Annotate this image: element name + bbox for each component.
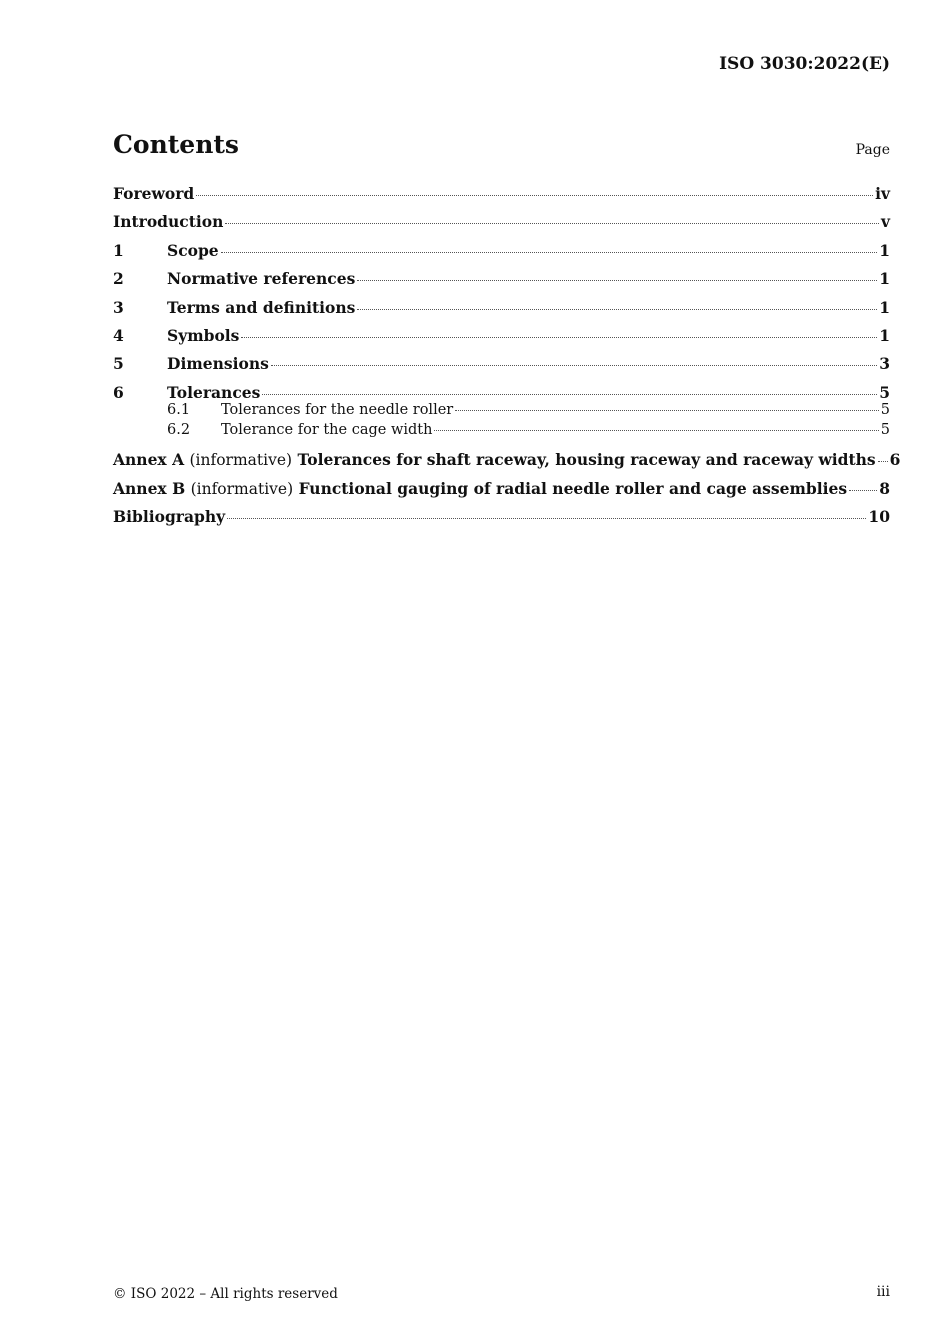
- dot-leader: [196, 195, 873, 196]
- toc-entry-number: 2: [113, 269, 124, 289]
- annex-label: Annex A: [113, 450, 185, 470]
- dot-leader: [357, 309, 877, 310]
- toc-entry-normative-references[interactable]: [113, 269, 890, 297]
- toc-entry-page: 5: [880, 421, 890, 438]
- dot-leader: [849, 490, 877, 491]
- annex-title: Tolerances for shaft raceway, housing raceway and raceway widths: [297, 450, 876, 470]
- toc-entry-annex-b[interactable]: [113, 479, 890, 507]
- page-column-label: Page: [855, 142, 890, 158]
- toc-entry-number: 5: [113, 354, 124, 374]
- toc-entry-title: [113, 450, 876, 469]
- contents-title: Contents: [113, 130, 240, 159]
- toc-entry-title: Introduction: [113, 212, 224, 232]
- document-id: ISO 3030:2022(E): [719, 54, 890, 74]
- toc-entry-page: 6: [889, 450, 901, 470]
- toc-entry-annex-a[interactable]: [113, 450, 901, 478]
- toc-entry-title: Dimensions: [167, 354, 269, 374]
- toc-entry-title: Scope: [167, 240, 219, 260]
- toc-entry-tolerances-needle-roller[interactable]: [113, 402, 890, 422]
- toc-entry-number: 6.2: [167, 421, 191, 438]
- annex-qualifier: (informative): [189, 451, 293, 470]
- dot-leader: [357, 280, 877, 281]
- footer-copyright: © ISO 2022 – All rights reserved: [113, 1286, 338, 1302]
- toc-entry-symbols[interactable]: [113, 326, 890, 354]
- toc-entry-tolerance-cage-width[interactable]: [113, 422, 890, 442]
- toc-entry-page: v: [880, 212, 890, 232]
- dot-leader: [221, 252, 878, 253]
- toc-entry-title: Normative references: [167, 269, 356, 289]
- dot-leader: [455, 410, 879, 411]
- toc-entry-title: Symbols: [167, 325, 240, 345]
- table-of-contents: [113, 184, 901, 535]
- toc-entry-page: 1: [879, 240, 890, 260]
- dot-leader: [225, 223, 879, 224]
- toc-entry-title: Tolerance for the cage width: [221, 421, 433, 438]
- toc-entry-number: 4: [113, 325, 124, 345]
- toc-entry-page: 5: [879, 382, 890, 402]
- toc-entry-page: 10: [868, 506, 890, 526]
- footer-page-number: iii: [876, 1284, 890, 1300]
- toc-entry-number: 6.1: [167, 402, 191, 419]
- toc-entry-title: Bibliography: [113, 506, 226, 526]
- toc-entry-dimensions[interactable]: [113, 354, 890, 382]
- dot-leader: [878, 461, 888, 462]
- toc-entry-title: Foreword: [113, 184, 195, 203]
- toc-entry-page: 1: [879, 269, 890, 289]
- toc-entry-title: Terms and definitions: [167, 297, 356, 317]
- annex-title: Functional gauging of radial needle roller and cage assemblies: [298, 478, 848, 498]
- toc-entry-page: 3: [879, 354, 890, 374]
- dot-leader: [434, 430, 878, 431]
- toc-entry-page: 1: [879, 297, 890, 317]
- toc-entry-number: 1: [113, 240, 124, 260]
- toc-entry-bibliography[interactable]: [113, 507, 890, 535]
- annex-label: Annex B: [113, 478, 186, 498]
- toc-entry-terms-and-definitions[interactable]: [113, 298, 890, 326]
- dot-leader: [262, 394, 877, 395]
- toc-entry-page: 1: [879, 325, 890, 345]
- dot-leader: [241, 337, 877, 338]
- toc-entry-title: Tolerances: [167, 382, 261, 402]
- toc-entry-number: 3: [113, 297, 124, 317]
- toc-entry-page: iv: [875, 184, 890, 203]
- toc-entry-title: Tolerances for the needle roller: [221, 402, 454, 419]
- dot-leader: [271, 365, 877, 366]
- toc-entry-number: 6: [113, 382, 124, 402]
- toc-entry-foreword[interactable]: [113, 184, 890, 212]
- toc-entry-introduction[interactable]: [113, 212, 890, 240]
- dot-leader: [227, 518, 866, 519]
- toc-entry-page: 8: [879, 478, 890, 498]
- toc-entry-page: 5: [880, 402, 890, 419]
- toc-entry-scope[interactable]: [113, 241, 890, 269]
- annex-qualifier: (informative): [190, 479, 294, 498]
- toc-entry-title: [113, 479, 847, 498]
